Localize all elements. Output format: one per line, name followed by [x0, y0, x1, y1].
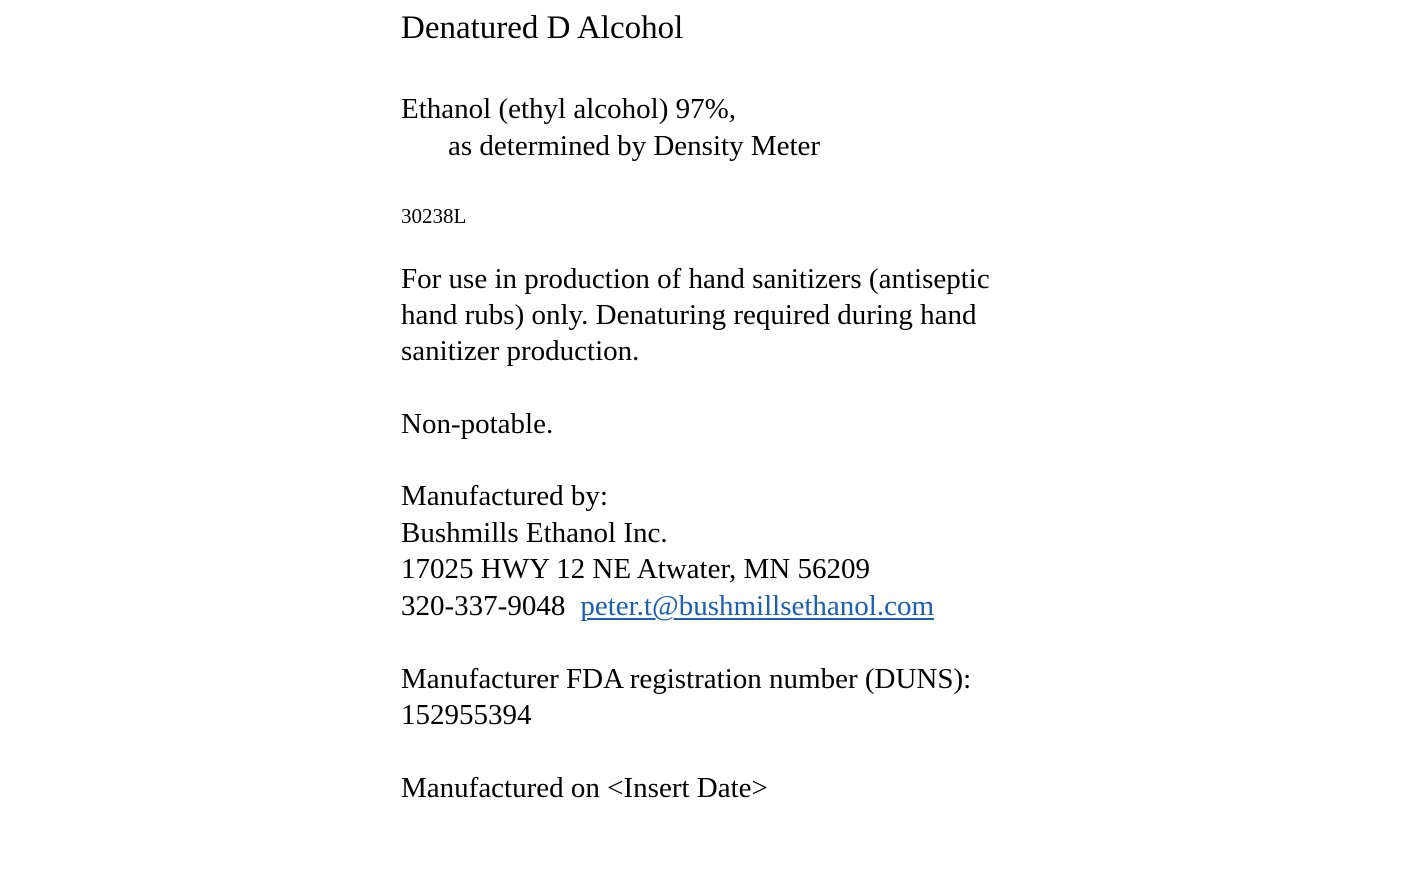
- lot-code: 30238L: [401, 204, 467, 228]
- fda-registration-number: 152955394: [401, 699, 532, 731]
- ingredient-line-1: Ethanol (ethyl alcohol) 97%,: [401, 93, 737, 125]
- manufacturer-address: 17025 HWY 12 NE Atwater, MN 56209: [401, 553, 870, 585]
- manufactured-on-line: Manufactured on <Insert Date>: [401, 772, 768, 804]
- manufacturer-contact: [401, 588, 934, 624]
- fda-registration-label: Manufacturer FDA registration number (DUNS):: [401, 663, 972, 695]
- usage-line-3: sanitizer production.: [401, 335, 640, 367]
- usage-line-1: For use in production of hand sanitizers (antiseptic: [401, 263, 990, 295]
- document-title: Denatured D Alcohol: [401, 10, 684, 46]
- ingredient-line-2: as determined by Density Meter: [448, 130, 821, 162]
- manufacturer-name: Bushmills Ethanol Inc.: [401, 517, 668, 549]
- manufacturer-email-link[interactable]: peter.t@bushmillsethanol.com: [580, 590, 935, 622]
- manufacturer-heading: Manufactured by:: [401, 480, 608, 512]
- manufacturer-phone: 320-337-9048: [401, 590, 566, 622]
- usage-line-2: hand rubs) only. Denaturing required during hand: [401, 299, 977, 331]
- non-potable-warning: Non-potable.: [401, 408, 554, 440]
